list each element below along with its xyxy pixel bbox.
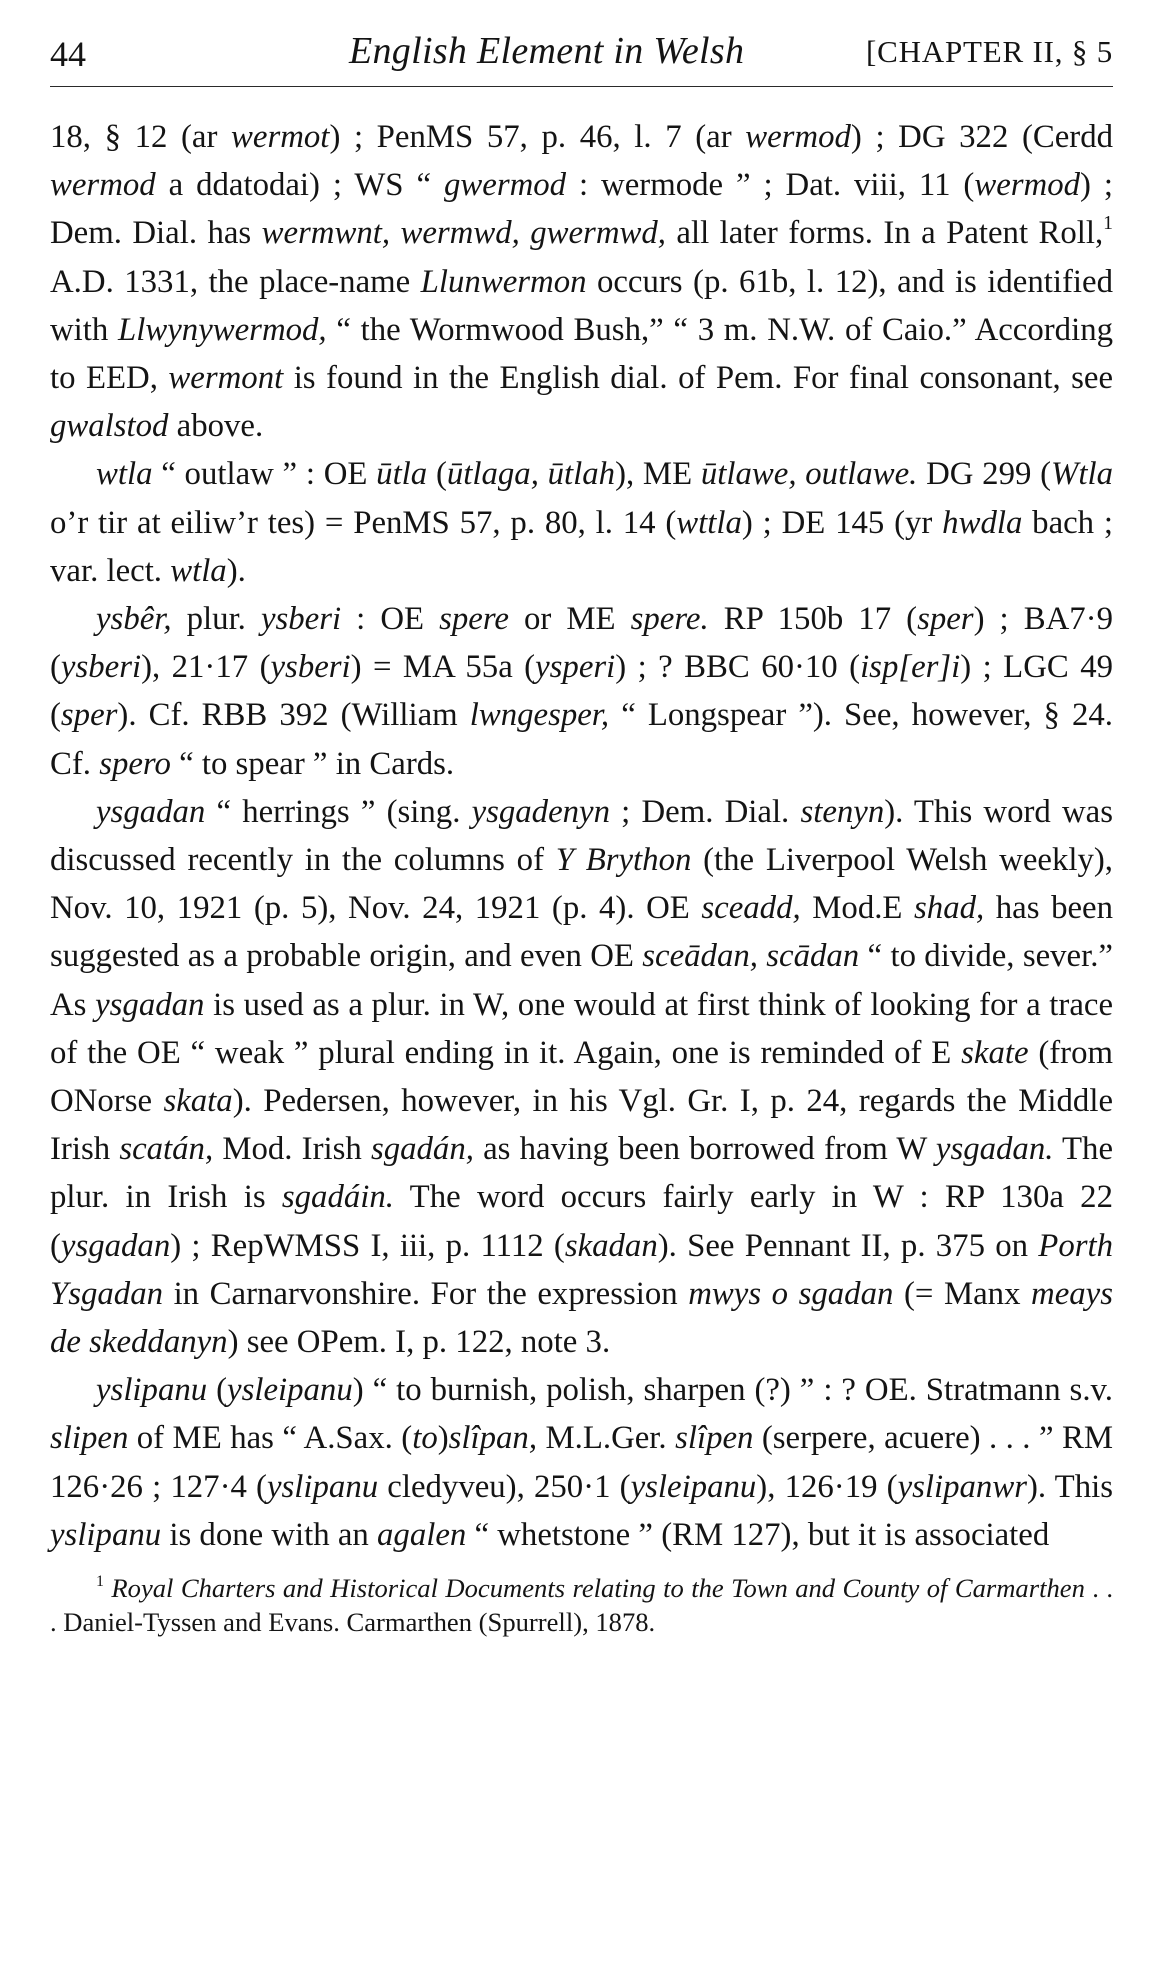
footnote-marker: 1 <box>96 1572 104 1590</box>
body-text <box>50 113 1113 1559</box>
footnote-text: Royal Charters and Historical Documents relating to the Town and County of Carmarthen . . . Daniel-Tyssen and Evans. Carmarthen (Spurrell), 1878. <box>50 1573 1113 1638</box>
paragraph-yslipanu: yslipanu (ysleipanu) “ to burnish, polish, sharpen (?) ” : ? OE. Stratmann s.v. slipen of ME has “ A.Sax. (to)slîpan, M.L.Ger. slîpen (serpere, acuere) . . . ” RM 126·26 ; 127·4 (yslipanu cledyveu), 250·1 (ysleipanu), 126·19 (yslipanwr). This yslipanu is done with an agalen “ whetstone ” (RM 127), but it is associated <box>50 1372 1113 1553</box>
page-number: 44 <box>50 34 86 74</box>
paragraph-ysber: ysbêr, plur. ysberi : OE spere or ME spere. RP 150b 17 (sper) ; BA7·9 (ysberi), 21·17 (ysberi) = MA 55a (ysperi) ; ? BBC 60·10 (isp[er]i) ; LGC 49 (sper). Cf. RBB 392 (William lwngesper, “ Longspear ”). See, however, § 24. Cf. spero “ to spear ” in Cards. <box>50 601 1114 782</box>
paragraph-wtla: wtla “ outlaw ” : OE ūtla (ūtlaga, ūtlah), ME ūtlawe, outlawe. DG 299 (Wtla o’r tir at eiliw’r tes) = PenMS 57, p. 80, l. 14 (wttla) ; DE 145 (yr hwdla bach ; var. lect. wtla). <box>50 456 1114 589</box>
chapter-reference: [CHAPTER II, § 5 <box>865 34 1113 69</box>
running-header <box>50 18 1113 87</box>
book-page <box>50 18 1113 1639</box>
running-title: English Element in Welsh <box>349 30 745 72</box>
footnote <box>50 1571 1113 1639</box>
paragraph-ysgadan: ysgadan “ herrings ” (sing. ysgadenyn ; Dem. Dial. stenyn). This word was discussed recently in the columns of Y Brython (the Liverpool Welsh weekly), Nov. 10, 1921 (p. 5), Nov. 24, 1921 (p. 4). OE sceadd, Mod.E shad, has been suggested as a probable origin, and even OE sceādan, scādan “ to divide, sever.” As ysgadan is used as a plur. in W, one would at first think of looking for a trace of the OE “ weak ” plural ending in it. Again, one is reminded of E skate (from ONorse skata). Pedersen, however, in his Vgl. Gr. I, p. 24, regards the Middle Irish scatán, Mod. Irish sgadán, as having been borrowed from W ysgadan. The plur. in Irish is sgadáin. The word occurs fairly early in W : RP 130a 22 (ysgadan) ; RepWMSS I, iii, p. 1112 (skadan). See Pennant II, p. 375 on Porth Ysgadan in Carnarvonshire. For the expression mwys o sgadan (= Manx meays de skeddanyn) see OPem. I, p. 122, note 3. <box>50 793 1114 1361</box>
paragraph-wermod: 18, § 12 (ar wermot) ; PenMS 57, p. 46, l. 7 (ar wermod) ; DG 322 (Cerdd wermod a ddatodai) ; WS “ gwermod : wermode ” ; Dat. viii, 11 (wermod) ; Dem. Dial. has wermwnt, wermwd, gwermwd, all later forms. In a Patent Roll,$^1$ A.D. 1331, the place-name Llunwermon occurs (p. 61b, l. 12), and is identified with Llwynywermod, “ the Wormwood Bush,” “ 3 m. N.W. of Caio.” According to EED, wermont is found in the English dial. of Pem. For final consonant, see gwalstod above. <box>50 119 1114 445</box>
